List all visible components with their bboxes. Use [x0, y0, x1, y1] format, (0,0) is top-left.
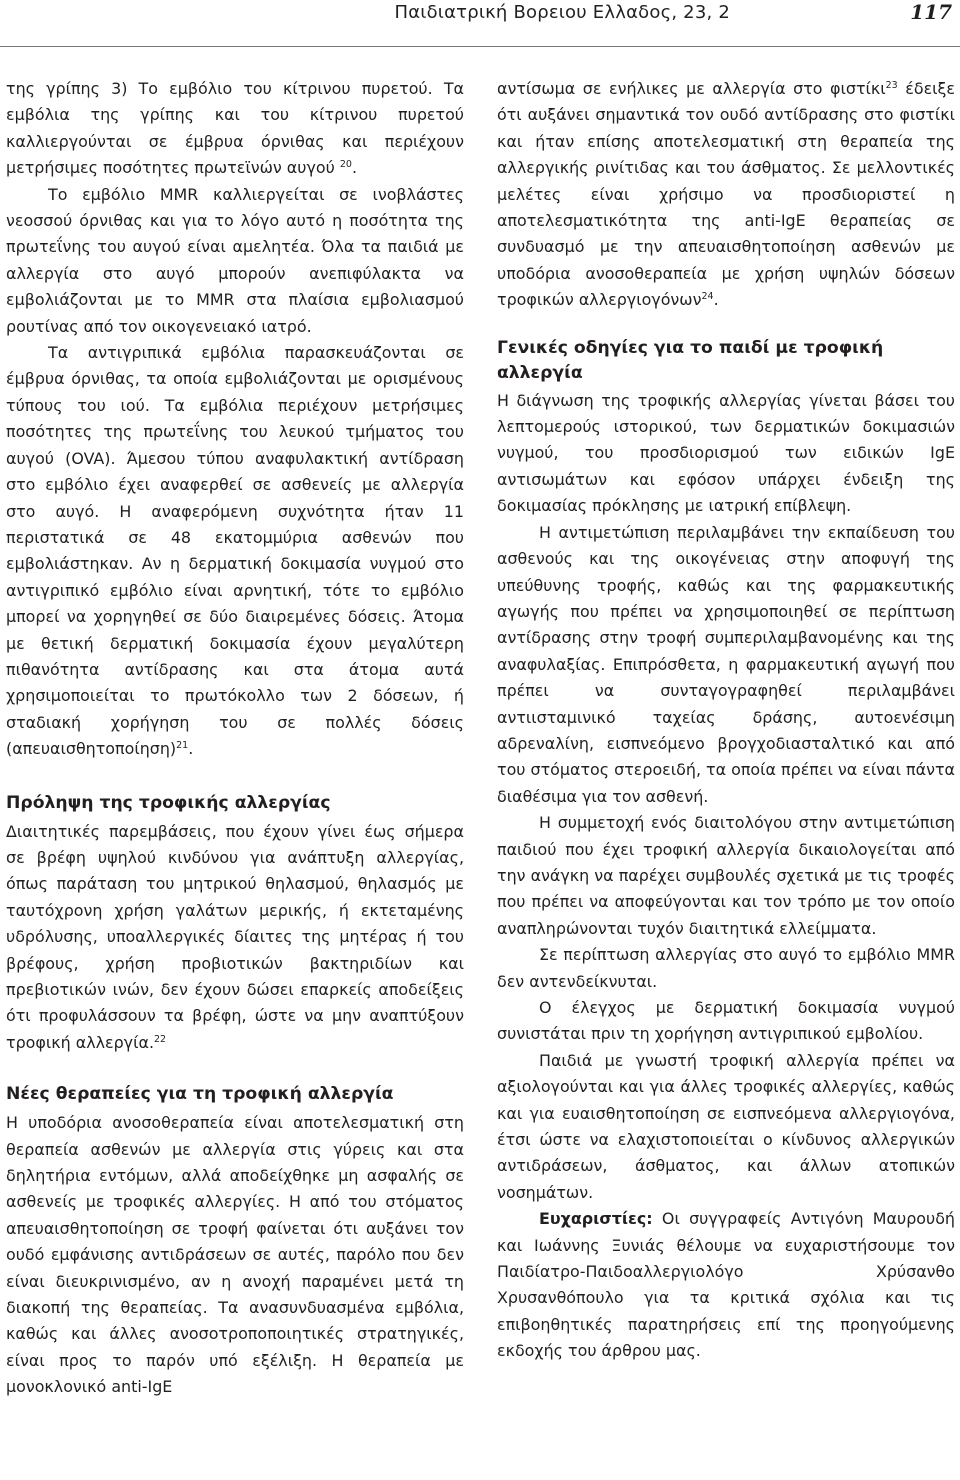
paragraph-text: έδειξε ότι αυξάνει σημαντικά τον ουδό αντίδρασης στο φιστίκι και ήταν επίσης αποτελεσματική στη θεραπεία της αλλεργικής ρινίτιδας και του άσθματος. Σε μελλοντικές μελέτες είναι χρήσιμο να προσδιοριστεί η αποτελεσματικότητα της anti-IgE θεραπείας σε συνδυασμό με την απευαισθητοποίηση ασθενών με υποδόρια ανοσοθεραπεία με χρήση υψηλών δόσεων τροφικών αλλεργιογόνων: [497, 79, 956, 310]
section-heading: Πρόληψη της τροφικής αλλεργίας: [6, 792, 331, 813]
reference-marker: 21: [176, 740, 189, 752]
paragraph: [6, 76, 464, 182]
paragraph: Παιδιά με γνωστή τροφική αλλεργία πρέπει να αξιολογούνται και για άλλες τροφικές αλλεργίες, καθώς και για ευαισθητοποίηση σε εισπνεόμενα αλλεργιογόνα, έτσι ώστε να ελαχιστοποιείται ο κίνδυνος αλλεργικών αντιδράσεων, άσθματος, και άλλων ατοπικών νοσημάτων.: [497, 1050, 955, 1202]
acknowledgements-label: Ευχαριστίες:: [539, 1209, 653, 1229]
paragraph-text: της γρίπης 3) Το εμβόλιο του κίτρινου πυρετού. Τα εμβόλια της γρίπης και του κίτρινου πυρετού καλλιεργούνται σε έμβρυα όρνιθας και περιέχουν μετρήσιμες ποσότητες πρωτεϊνών αυγού: [6, 79, 464, 178]
acknowledgements: [497, 1206, 955, 1364]
reference-marker: 23: [885, 80, 898, 91]
section-heading: Νέες θεραπείες για τη τροφική αλλεργία: [6, 1084, 394, 1105]
paragraph-text: αντίσωμα σε ενήλικες με αλλεργία στο φιστίκι: [497, 79, 886, 98]
paragraph: Η συμμετοχή ενός διαιτολόγου στην αντιμετώπιση παιδιού που έχει τροφική αλλεργία δικαιολογείται από την ανάγκη να παρέχει συμβουλές σχετικά με τις τροφές που πρέπει να αποφεύγονται και τον τρόπο με τον οποίο αναπληρώνονται τυχόν διαιτητικά ελλείμματα.: [497, 813, 955, 938]
paragraph: Ο έλεγχος με δερματική δοκιμασία νυγμού συνιστάται πριν τη χορήγηση αντιγριπικού εμβολίου.: [497, 998, 955, 1044]
reference-marker: 20: [339, 159, 352, 171]
paragraph: [6, 340, 464, 763]
reference-marker: 24: [701, 291, 714, 303]
page-number: 117: [910, 0, 952, 24]
right-column: [497, 76, 955, 1365]
paragraph: Η αντιμετώπιση περιλαμβάνει την εκπαίδευση του ασθενούς και της οικογένειας στην αποφυγή της υπεύθυνης τροφής, καθώς και της φαρμακευτικής αγωγής που πρέπει να χρησιμοποιηθεί σε περίπτωση αντίδρασης στην τροφή συμπεριλαμβανομένης και της αναφυλαξίας. Επιπρόσθετα, η φαρμακευτική αγωγή που πρέπει να συνταγογραφηθεί περιλαμβάνει αντιισταμινικό ταχείας δράσης, αυτοενέσιμη αδρεναλίνη, εισπνεόμενο βρογχοδιασταλτικό και από του στόματος στεροειδή, τα οποία πρέπει να είναι πάντα διαθέσιμα για τον ασθενή.: [497, 522, 955, 806]
paragraph: Η διάγνωση της τροφικής αλλεργίας γίνεται βάσει του λεπτομερούς ιστορικού, των δερματικών δοκιμασιών νυγμού, του προσδιορισμού των ειδικών IgE αντισωμάτων και εφόσον υπάρχει ένδειξη της δοκιμασίας πρόκλησης με ιατρική επίβλεψη.: [497, 390, 955, 516]
acknowledgements-text: Οι συγγραφείς Αντιγόνη Μαυρουδή και Ιωάννης Ξυνιάς θέλουμε να ευχαριστήσουμε τον Παιδίατρο-Παιδοαλλεργιολόγο Χρύσανθο Χρυσανθόπουλο για τα κριτικά σχόλια και τις επιβοηθητικές παρατηρήσεις επί της προηγούμενης εκδοχής του άρθρου μας.: [497, 1209, 955, 1361]
left-column: [6, 76, 464, 1401]
page-header: [0, 0, 960, 50]
paragraph-text: Τα αντιγριπικά εμβόλια παρασκευάζονται σε έμβρυα όρνιθας, τα οποία εμβολιάζονται με ορισμένους τύπους του ιού. Τα εμβόλια περιέχουν μετρήσιμες ποσότητες της πρωτεΐνης του λευκού τμήματος του αυγού (OVA). Άμεσου τύπου αναφυλακτική αντίδραση στο εμβόλιο έχει αναφερθεί σε ασθενείς με αλλεργία στο αυγό. Η αναφερόμενη συχνότητα ήταν 11 περιστατικά σε 48 εκατομμύρια ασθενών που εμβολιάστηκαν. Αν η δερματική δοκιμασία νυγμού στο αντιγριπικό εμβόλιο είναι αρνητική, τότε το εμβόλιο μπορεί να χορηγηθεί σε δύο διαιρεμένες δόσεις. Άτομα με θετική δερματική δοκιμασία έχουν μεγαλύτερη πιθανότητα αντίδρασης και στα άτομα αυτά χρησιμοποιείται το πρωτόκολλο των 2 δόσεων, ή σταδιακή χορήγηση του σε πολλές δόσεις (απευαισθητοποίηση): [6, 343, 464, 759]
paragraph: [497, 76, 955, 314]
header-rule: [0, 46, 960, 47]
section-heading: Γενικές οδηγίες για το παιδί με τροφική αλλεργία: [497, 337, 884, 383]
reference-marker: 22: [154, 1033, 167, 1045]
paragraph-text: .: [713, 290, 719, 310]
paragraph: Το εμβόλιο MMR καλλιεργείται σε ινοβλάστες νεοσσού όρνιθας και για το λόγο αυτό η ποσότητα της πρωτεΐνης του αυγού είναι αμελητέα. Όλα τα παιδιά με αλλεργία στο αυγό μπορούν ανεπιφύλακτα να εμβολιάζονται με το MMR στα πλαίσια εμβολιασμού ρουτίνας από τον οικογενειακό ιατρό.: [6, 184, 464, 336]
paragraph: Η υποδόρια ανοσοθεραπεία είναι αποτελεσματική στη θεραπεία ασθενών με αλλεργία στις γύρεις και στα δηλητήρια εντόμων, αλλά αποδείχθηκε μη ασφαλής σε ασθενείς με τροφικές αλλεργίες. Η από του στόματος απευαισθητοποίηση σε τροφή φαίνεται ότι αυξάνει τον ουδό εμφάνισης αντιδράσεων σε αυτές, παρόλο που δεν είναι διευκρινισμένο, αν η ανοχή παραμένει μετά τη διακοπή της θεραπείας. Τα ανασυνδυασμένα εμβόλια, καθώς και άλλες ανοσοτροποποιητικές στρατηγικές, είναι προς το παρόν υπό εξέλιξη. Η θεραπεία με μονοκλονικό anti-IgE: [6, 1113, 464, 1397]
paragraph: [6, 819, 464, 1057]
paragraph-text: Διαιτητικές παρεμβάσεις, που έχουν γίνει έως σήμερα σε βρέφη υψηλού κινδύνου για ανάπτυξη αλλεργίας, όπως παράταση του μητρικού θηλασμού, θηλασμός με ταυτόχρονη χρήση γαλάτων μερικής, ή εκτεταμένης υδρόλυσης, υποαλλεργικές δίαιτες της μητέρας ή του βρέφους, χρήση προβιοτικών βακτηριδίων και πρεβιοτικών ινών, δεν έχουν δώσει επαρκείς αποδείξεις ότι προφυλάσσουν τα βρέφη, ώστε να μην αναπτύξουν τροφική αλλεργία.: [6, 821, 464, 1052]
journal-title: Παιδιατρική Βορειου Ελλαδος, 23, 2: [394, 2, 730, 23]
paragraph: Σε περίπτωση αλλεργίας στο αυγό το εμβόλιο MMR δεν αντενδείκνυται.: [497, 945, 955, 991]
paragraph-text: .: [188, 739, 194, 759]
paragraph-text: .: [351, 158, 358, 178]
